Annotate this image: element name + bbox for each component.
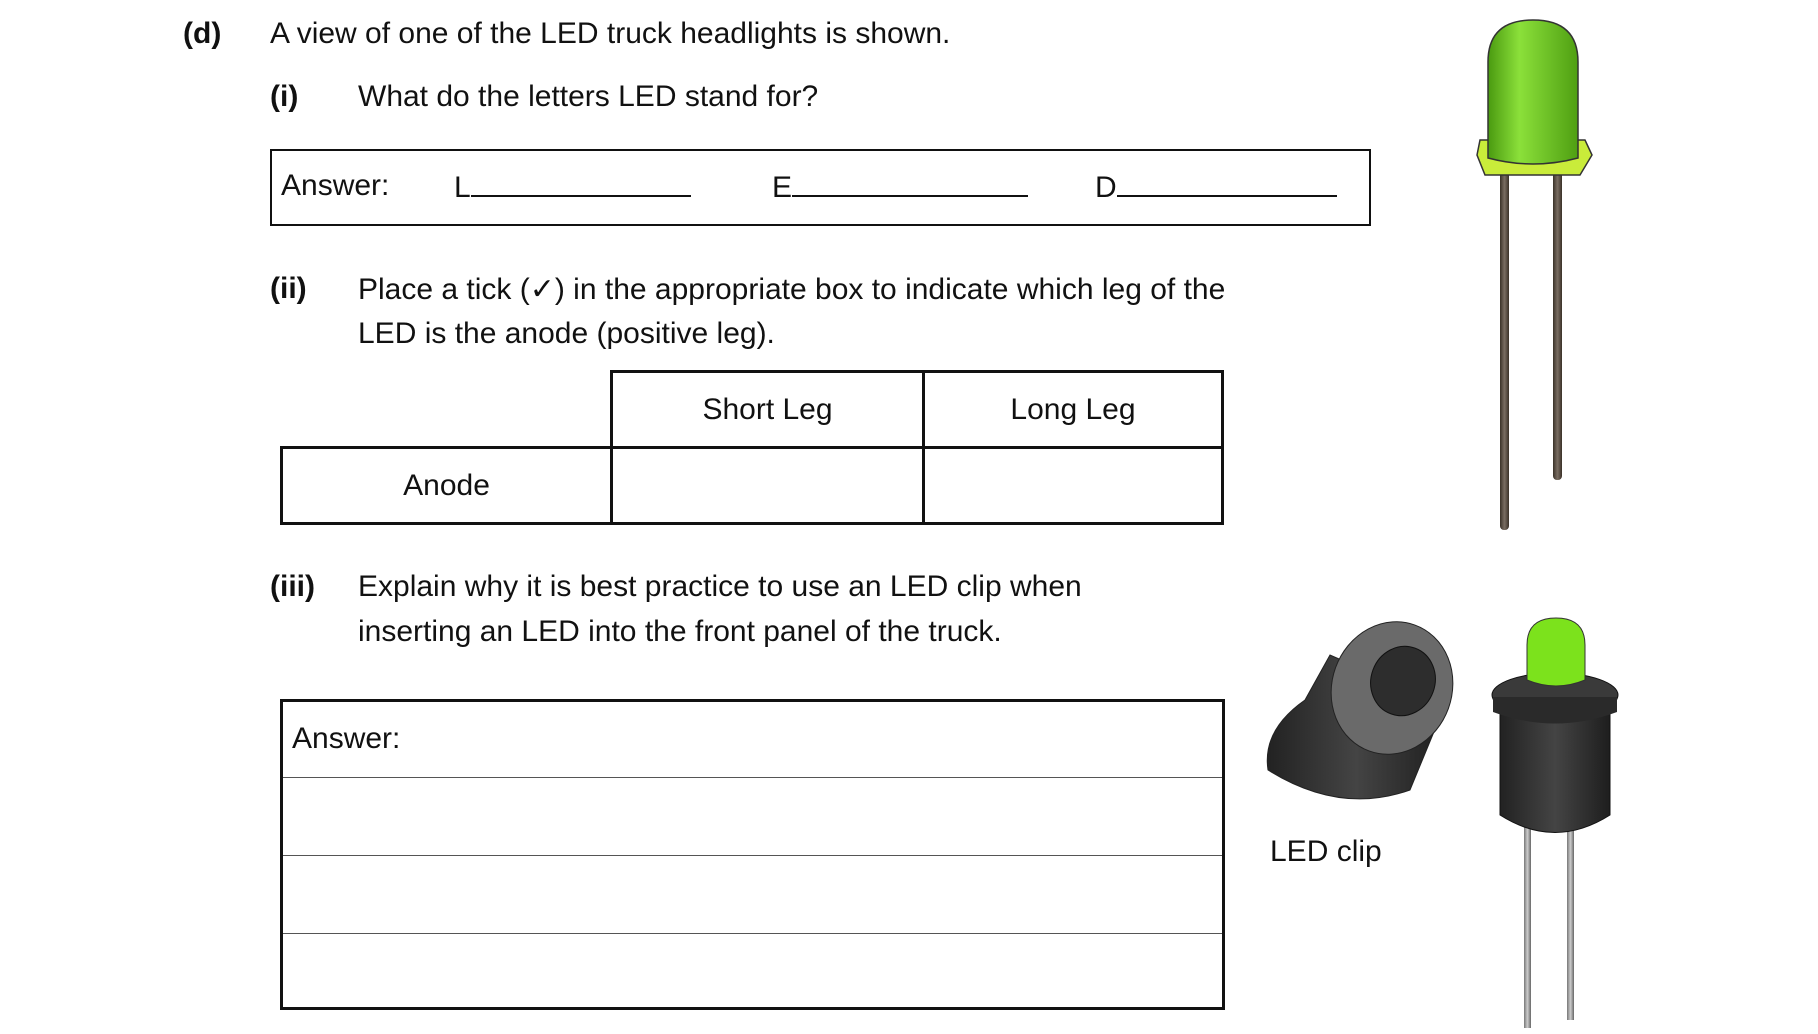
header-short-leg-text: Short Leg [702, 392, 833, 426]
led-icon [1477, 20, 1592, 530]
mounted-led-icon [1492, 618, 1618, 1028]
answer-label: Answer: [281, 169, 390, 202]
letter-e: E [772, 171, 793, 204]
led-clip-caption: LED clip [1270, 835, 1382, 868]
led-clip-icon [1267, 605, 1471, 799]
question-label: (d) [183, 17, 222, 50]
part-ii-label: (ii) [270, 272, 307, 305]
part-iii-line2: inserting an LED into the front panel of the truck. [358, 615, 1002, 648]
answer-label: Answer: [292, 722, 401, 755]
part-iii-label: (iii) [270, 570, 315, 603]
part-ii-line1: Place a tick (✓) in the appropriate box to indicate which leg of the [358, 273, 1226, 306]
letter-l: L [454, 171, 471, 204]
part-ii-line2: LED is the anode (positive leg). [358, 317, 775, 350]
part-iii-line1: Explain why it is best practice to use an LED clip when [358, 570, 1082, 603]
row-anode-text: Anode [403, 468, 490, 502]
letter-d: D [1095, 171, 1117, 204]
part-i-text: What do the letters LED stand for? [358, 80, 819, 113]
header-long-leg-text: Long Leg [1010, 392, 1136, 426]
part-i-label: (i) [270, 80, 299, 113]
question-stem: A view of one of the LED truck headlights is shown. [270, 17, 951, 50]
